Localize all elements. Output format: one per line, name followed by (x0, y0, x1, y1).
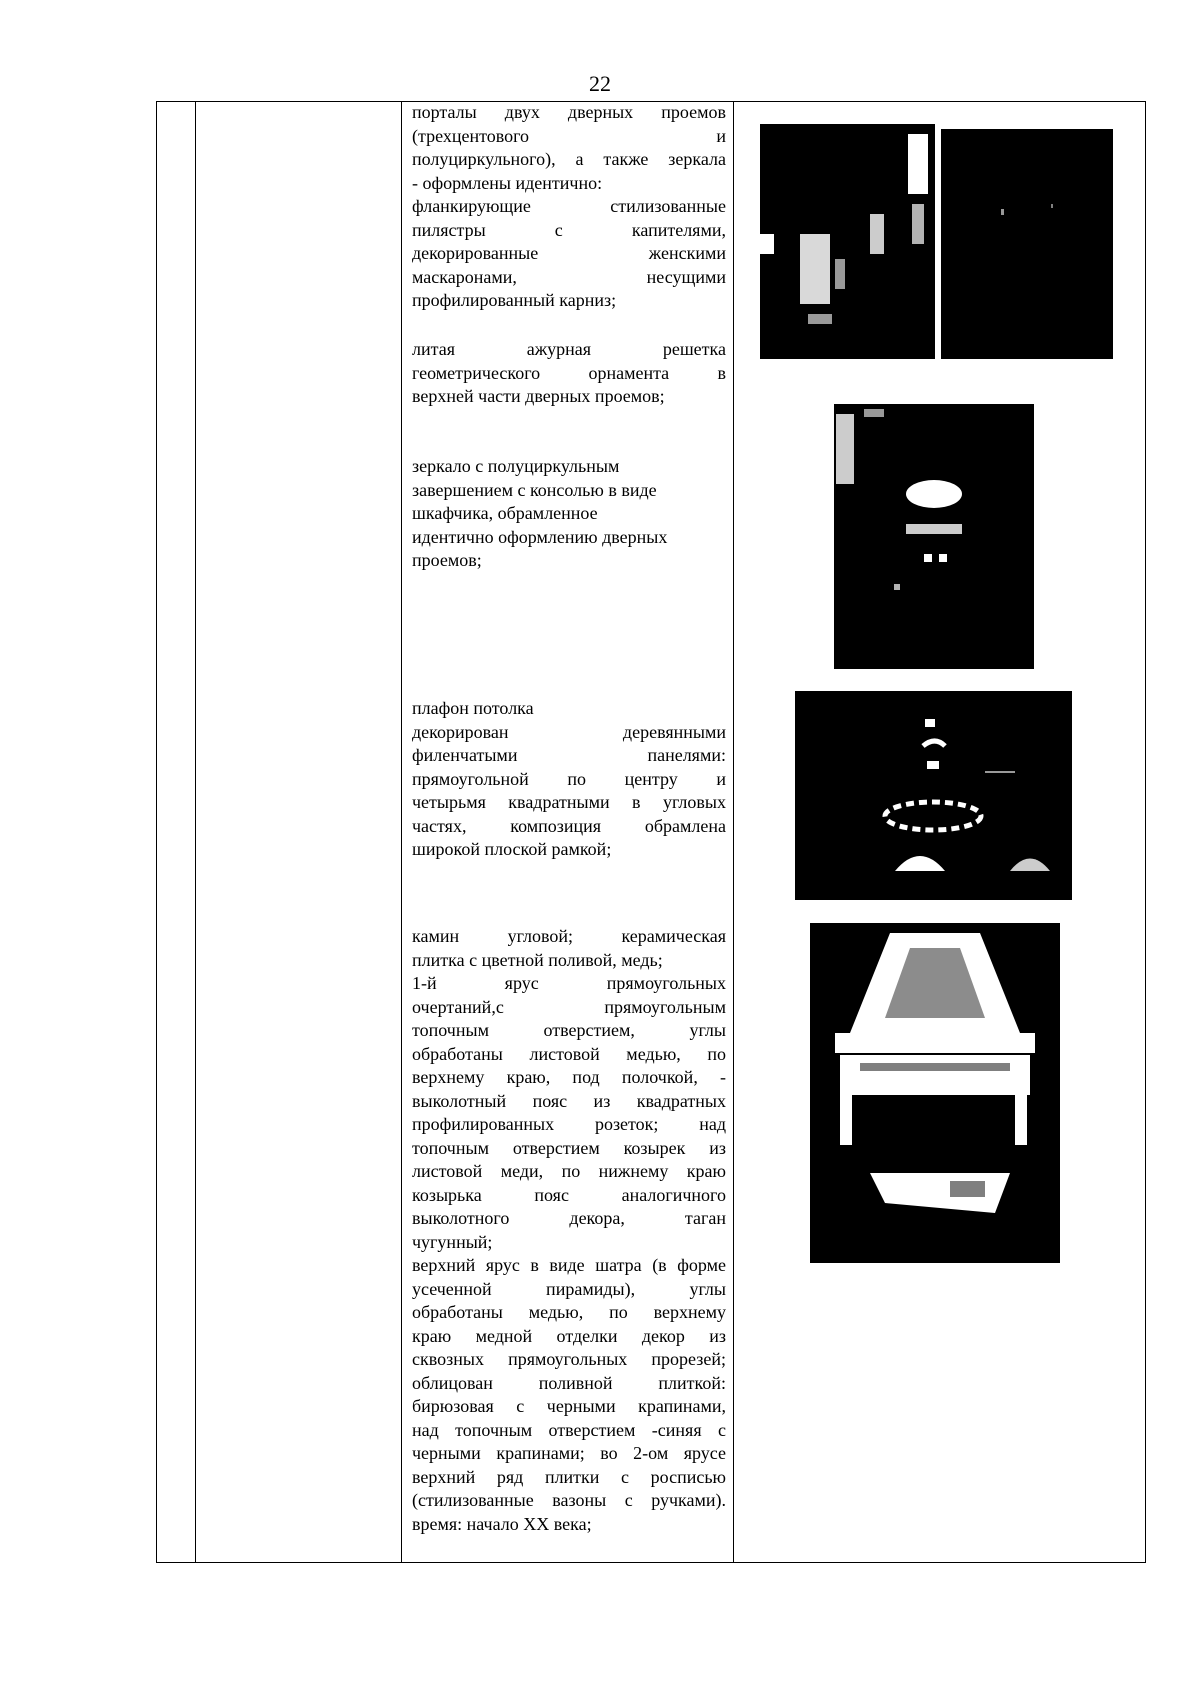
text-line: порталы двух дверных проемов (412, 102, 726, 122)
text-line: чугунный; (412, 1231, 493, 1252)
text-line: время: начало XX века; (412, 1513, 592, 1534)
text-line: профилированных розеток; над (412, 1114, 726, 1134)
text-line: камин угловой; керамическая (412, 926, 726, 946)
fireplace-description (412, 925, 726, 1536)
fireplace-photo (810, 923, 1060, 1263)
text-line: фланкирующие стилизованные (412, 196, 726, 216)
text-line: краю медной отделки декор из (412, 1325, 726, 1346)
text-line: проемов; (412, 550, 482, 570)
text-line: топочным отверстием, углы (412, 1020, 726, 1040)
text-line: выколотный пояс из квадратных (412, 1090, 726, 1111)
ceiling-photo (795, 691, 1072, 900)
text-line: геометрического орнамента в (412, 362, 726, 383)
text-line: верхней части дверных проемов; (412, 386, 665, 406)
mirror-photo (834, 404, 1034, 669)
text-line: козырька пояс аналогичного (412, 1184, 726, 1205)
text-line: выколотного декора, таган (412, 1208, 726, 1228)
column-divider-3 (733, 102, 734, 1562)
text-line: профилированный карниз; (412, 290, 617, 310)
text-line: частях, композиция обрамлена (412, 815, 726, 836)
mirror-description (412, 455, 712, 573)
page-number: 22 (589, 71, 611, 96)
ceiling-description (412, 697, 726, 862)
text-line: полуциркульного), а также зеркала (412, 149, 726, 169)
text-line: декорированные женскими (412, 243, 726, 263)
text-line: декорирован деревянными (412, 721, 726, 742)
grille-description (412, 338, 726, 409)
text-line: филенчатыми панелями: (412, 745, 726, 765)
text-line: обработаны листовой медью, по (412, 1043, 726, 1064)
text-line: (трехцентового и (412, 125, 726, 146)
text-line: - оформлены идентично: (412, 172, 603, 193)
text-line: 1-й ярус прямоугольных (412, 973, 726, 993)
text-line: верхний ряд плитки с росписью (412, 1466, 726, 1487)
column-divider-2 (401, 102, 402, 1562)
text-line: верхнему краю, под полочкой, - (412, 1067, 726, 1087)
text-line: четырьмя квадратными в угловых (412, 792, 726, 812)
text-line: завершением с консолью в виде (412, 479, 657, 500)
text-line: пилястры с капителями, (412, 219, 726, 240)
text-line: литая ажурная решетка (412, 339, 726, 359)
text-line: идентично оформлению дверных (412, 526, 668, 547)
text-line: над топочным отверстием -синяя с (412, 1419, 726, 1440)
portals-description (412, 101, 726, 313)
text-line: маскаронами, несущими (412, 266, 726, 287)
text-line: обработаны медью, по верхнему (412, 1302, 726, 1322)
text-line: очертаний,с прямоугольным (412, 996, 726, 1017)
text-line: облицован поливной плиткой: (412, 1372, 726, 1393)
text-line: усеченной пирамиды), углы (412, 1278, 726, 1299)
text-line: бирюзовая с черными крапинами, (412, 1396, 726, 1416)
portal-photo-right (941, 129, 1113, 359)
text-line: топочным отверстием козырек из (412, 1137, 726, 1158)
text-line: верхний ярус в виде шатра (в форме (412, 1255, 726, 1275)
text-line: сквозных прямоугольных прорезей; (412, 1349, 726, 1369)
text-line: листовой меди, по нижнему краю (412, 1161, 726, 1181)
text-line: черными крапинами; во 2-ом ярусе (412, 1443, 726, 1463)
text-line: прямоугольной по центру и (412, 768, 726, 789)
column-divider-1 (195, 102, 196, 1562)
text-line: шкафчика, обрамленное (412, 503, 598, 523)
text-line: плитка с цветной поливой, медь; (412, 949, 663, 970)
text-line: плафон потолка (412, 698, 534, 718)
text-line: широкой плоской рамкой; (412, 839, 612, 859)
text-line: (стилизованные вазоны с ручками). (412, 1490, 726, 1510)
portal-photo-left (760, 124, 935, 359)
text-line: зеркало с полуциркульным (412, 456, 620, 476)
